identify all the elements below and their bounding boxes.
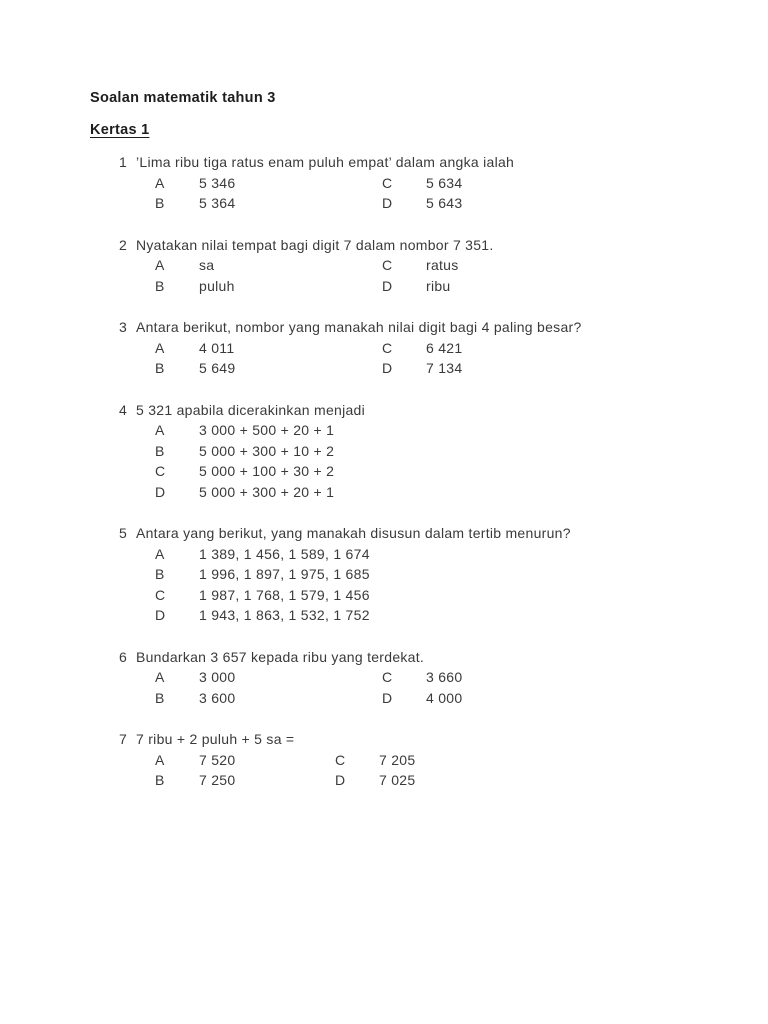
option-value: ratus [426, 257, 459, 273]
option-value: 7 520 [199, 751, 236, 768]
option-value: 3 600 [199, 689, 236, 706]
question-body [136, 729, 718, 791]
options-grid [155, 173, 718, 214]
option-value: 3 000 + 500 + 20 + 1 [199, 422, 335, 438]
question [119, 400, 718, 503]
option-value: 5 000 + 300 + 20 + 1 [199, 483, 335, 500]
question [119, 152, 718, 214]
question-number: 5 [119, 525, 128, 541]
options-grid [155, 420, 718, 502]
question [119, 729, 718, 791]
options-grid [155, 544, 718, 626]
option-label: B [155, 689, 165, 706]
question-number: 7 [119, 731, 128, 747]
option-value: 1 987, 1 768, 1 579, 1 456 [199, 586, 370, 603]
option-label: C [382, 257, 393, 273]
option-label: A [155, 669, 165, 685]
option-label: C [382, 339, 393, 356]
option-label: C [382, 669, 393, 685]
option-value: 5 634 [426, 174, 463, 191]
question-stem: 5 321 apabila dicerakinkan menjadi [136, 401, 366, 418]
question-number: 2 [119, 236, 128, 253]
question-stem: Antara berikut, nombor yang manakah nilai digit bagi 4 paling besar? [136, 319, 582, 335]
option-label: A [155, 751, 165, 768]
option-label: A [155, 422, 165, 438]
question-body [136, 317, 718, 379]
option-label: A [155, 545, 165, 562]
question-body [136, 235, 718, 297]
option-value: ribu [426, 277, 451, 294]
option-value: 5 346 [199, 174, 236, 191]
question-stem: ’Lima ribu tiga ratus enam puluh empat’ dalam angka ialah [136, 154, 515, 170]
option-value: 1 389, 1 456, 1 589, 1 674 [199, 545, 370, 562]
option-label: D [155, 483, 166, 500]
option-label: B [155, 195, 165, 211]
question-number: 4 [119, 401, 128, 418]
option-value: 3 000 [199, 669, 236, 685]
question-stem: Bundarkan 3 657 kepada ribu yang terdekat. [136, 648, 425, 665]
question-number: 1 [119, 154, 128, 170]
option-value: 7 134 [426, 360, 463, 376]
option-label: A [155, 174, 165, 191]
option-label: B [155, 442, 165, 459]
option-value: 7 025 [379, 772, 416, 788]
option-label: B [155, 566, 165, 582]
option-label: D [382, 360, 393, 376]
question-body [136, 647, 718, 709]
option-label: D [382, 195, 393, 211]
option-label: C [155, 463, 166, 479]
question-body [136, 152, 718, 214]
options-grid [155, 750, 718, 791]
option-value: 7 205 [379, 751, 416, 768]
question [119, 235, 718, 297]
option-label: A [155, 339, 165, 356]
question [119, 317, 718, 379]
options-grid [155, 667, 718, 708]
option-label: C [335, 751, 346, 768]
option-label: B [155, 360, 165, 376]
option-value: 7 250 [199, 772, 236, 788]
option-label: D [382, 277, 393, 294]
question-list [119, 152, 718, 791]
option-label: C [382, 174, 393, 191]
question-stem: Antara yang berikut, yang manakah disusun dalam tertib menurun? [136, 525, 571, 541]
section-heading: Kertas 1 [90, 122, 150, 138]
option-value: 5 000 + 100 + 30 + 2 [199, 463, 335, 479]
option-label: B [155, 772, 165, 788]
option-value: 5 000 + 300 + 10 + 2 [199, 442, 335, 459]
options-grid [155, 338, 718, 379]
option-value: 5 649 [199, 360, 236, 376]
option-value: puluh [199, 277, 235, 294]
option-label: D [155, 607, 166, 623]
option-value: 1 996, 1 897, 1 975, 1 685 [199, 566, 370, 582]
question [119, 523, 718, 626]
option-value: 5 643 [426, 195, 463, 211]
option-value: 5 364 [199, 195, 236, 211]
question [119, 647, 718, 709]
question-number: 3 [119, 319, 128, 335]
question-stem: Nyatakan nilai tempat bagi digit 7 dalam nombor 7 351. [136, 236, 494, 253]
option-value: 1 943, 1 863, 1 532, 1 752 [199, 607, 370, 623]
option-label: D [335, 772, 346, 788]
option-label: C [155, 586, 166, 603]
option-value: 6 421 [426, 339, 463, 356]
question-number: 6 [119, 648, 128, 665]
option-label: A [155, 257, 165, 273]
options-grid [155, 255, 718, 296]
question-stem: 7 ribu + 2 puluh + 5 sa = [136, 731, 295, 747]
option-value: 3 660 [426, 669, 463, 685]
question-body [136, 523, 718, 626]
page-title: Soalan matematik tahun 3 [90, 90, 276, 106]
question-body [136, 400, 718, 503]
option-value: 4 000 [426, 689, 463, 706]
option-label: D [382, 689, 393, 706]
option-value: 4 011 [199, 339, 235, 356]
option-label: B [155, 277, 165, 294]
option-value: sa [199, 257, 215, 273]
